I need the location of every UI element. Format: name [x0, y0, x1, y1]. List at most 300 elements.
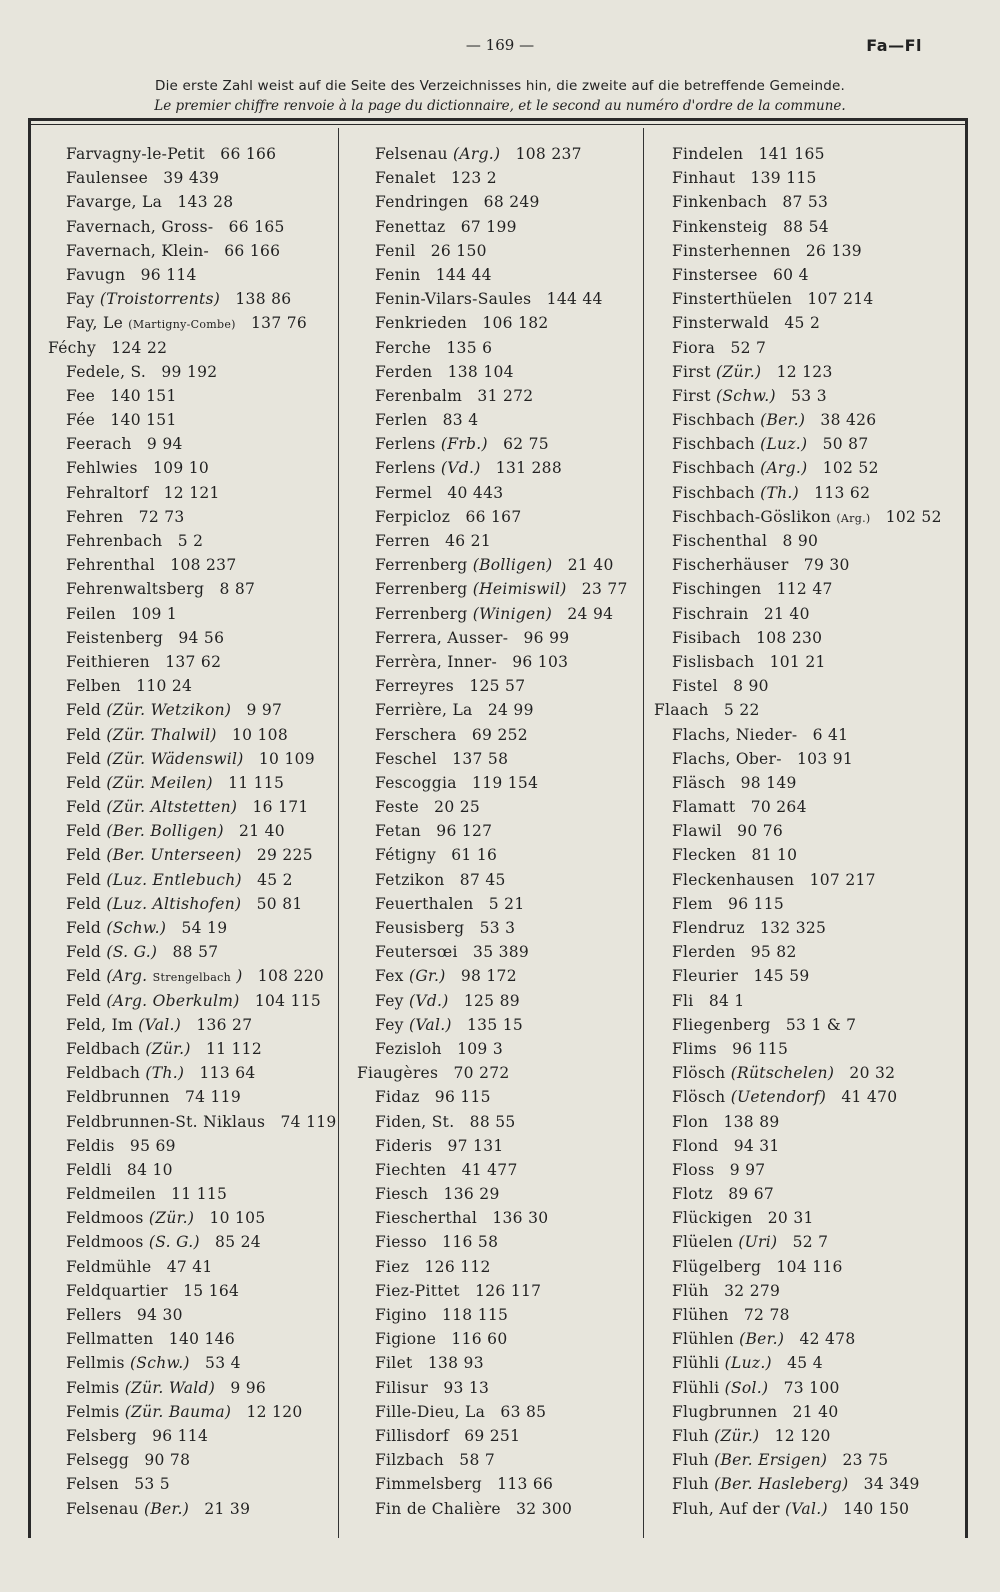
entry-page-number: 34: [863, 1475, 884, 1494]
entry-commune-number: 81: [282, 894, 303, 913]
entry-qualifier: (Ber.): [144, 1499, 190, 1518]
entry-name: Favarge, La: [66, 193, 163, 212]
entry-qualifier: (Ber. Hasleberg): [714, 1475, 849, 1494]
entry-qualifier: (Zür. Wädenswil): [106, 749, 244, 768]
entry-commune-number: 54: [808, 217, 829, 236]
entry-page-number: 119: [472, 773, 503, 792]
entry-commune-number: 24: [171, 677, 193, 696]
entry-page-number: 97: [447, 1136, 468, 1155]
entry-commune-number: 85: [525, 1402, 547, 1421]
index-entry: [357, 989, 657, 1013]
entry-name: Fehrenwaltsberg: [66, 580, 205, 599]
index-entry: [48, 989, 348, 1013]
index-entry: [357, 843, 657, 867]
entry-commune-number: 272: [479, 1064, 510, 1083]
entry-commune-number: 149: [766, 773, 797, 792]
entry-qualifier: (Heimiswil): [472, 580, 567, 599]
entry-name: Fistel: [672, 677, 718, 696]
entry-page-number: 47: [166, 1257, 188, 1276]
entry-name: Fidaz: [375, 1088, 420, 1107]
index-entry: [48, 360, 348, 384]
entry-commune-number: 112: [460, 1257, 491, 1276]
entry-commune-number: 3: [492, 1039, 503, 1058]
entry-commune-number: 22: [739, 701, 760, 720]
entry-page-number: 70: [453, 1064, 474, 1083]
entry-name: Flachs, Nieder-: [672, 725, 798, 744]
index-entry: [48, 553, 348, 577]
entry-page-number: 54: [181, 919, 202, 937]
entry-name: Finstersee: [672, 265, 758, 284]
entry-page-number: 104: [776, 1257, 807, 1276]
entry-page-number: 31: [477, 386, 498, 405]
entry-commune-number: 225: [282, 846, 313, 865]
entry-commune-number: 40: [264, 822, 285, 841]
entry-qualifier: (Zür.): [145, 1039, 191, 1058]
entry-page-number: 90: [144, 1451, 165, 1470]
entry-page-number: 62: [503, 435, 524, 454]
entry-name: Fehraltorf: [66, 483, 149, 502]
index-entry: [654, 239, 954, 263]
entry-commune-number: 69: [155, 1136, 176, 1155]
index-entry: [357, 1134, 657, 1158]
entry-name: Fiden, St.: [375, 1112, 455, 1131]
index-entry: [357, 336, 657, 360]
entry-page-number: 135: [446, 338, 477, 357]
entry-name: Flachs, Ober-: [672, 749, 782, 768]
entry-commune-number: 75: [868, 1451, 889, 1470]
entry-page-number: 94: [136, 1306, 158, 1324]
entry-name: Flühlen: [672, 1330, 734, 1349]
entry-page-number: 102: [885, 507, 917, 526]
entry-name: Flims: [672, 1039, 717, 1058]
entry-commune-number: 47: [812, 580, 833, 599]
entry-page-number: 10: [231, 725, 253, 744]
entry-commune-number: 103: [537, 652, 569, 671]
entry-commune-number: 31: [759, 1136, 780, 1155]
index-entry: [357, 1061, 657, 1085]
entry-page-number: 96: [436, 822, 457, 841]
entry-name: Feld: [66, 943, 102, 962]
entry-page-number: 96: [434, 1088, 456, 1107]
entry-page-number: 20: [767, 1209, 789, 1228]
entry-page-number: 66: [220, 145, 241, 163]
index-entry: [654, 360, 954, 384]
index-entry: [357, 384, 657, 408]
entry-commune-number: 96: [245, 1378, 267, 1397]
entry-commune-number: 151: [146, 386, 177, 405]
entry-name: Floss: [672, 1160, 715, 1179]
index-entry: [48, 892, 348, 916]
entry-page-number: 138: [235, 290, 266, 309]
entry-name: Feuerthalen: [375, 894, 474, 913]
entry-name: Ferrière, La: [375, 701, 473, 720]
index-entry: [654, 1110, 954, 1134]
entry-commune-number: 115: [757, 1039, 789, 1058]
entry-name: Farvagny-le-Petit: [66, 145, 206, 163]
entry-qualifier: (Ber.): [760, 411, 806, 430]
entry-note: Strengelbach: [152, 971, 231, 985]
index-entry: [654, 142, 954, 166]
index-entry: [654, 819, 954, 843]
entry-qualifier: (Val.): [408, 1015, 452, 1034]
entry-commune-number: 52: [921, 507, 942, 526]
entry-commune-number: 4: [798, 265, 809, 284]
entry-qualifier: (Schw.): [129, 1354, 190, 1373]
entry-commune-number: 40: [818, 1402, 839, 1421]
entry-page-number: 12: [246, 1402, 267, 1421]
entry-page-number: 138: [427, 1354, 459, 1373]
entry-commune-number: 115: [290, 991, 322, 1010]
entry-name: Fehren: [66, 507, 124, 526]
entry-name: Feld: [66, 773, 102, 792]
entry-page-number: 136: [196, 1015, 227, 1034]
entry-page-number: 124: [111, 338, 142, 357]
index-entry: [48, 1206, 348, 1230]
index-entry: [48, 723, 348, 747]
entry-commune-number: 288: [531, 459, 563, 478]
entry-page-number: 24: [567, 604, 588, 623]
index-entry: [654, 843, 954, 867]
entry-page-number: 11: [171, 1185, 192, 1204]
entry-page-number: 94: [733, 1136, 755, 1155]
entry-commune-number: 217: [845, 870, 876, 889]
entry-qualifier: (Gr.): [408, 967, 446, 986]
index-entry: [654, 868, 954, 892]
entry-commune-number: 272: [502, 386, 534, 405]
entry-qualifier: (Ber. Bolligen): [106, 822, 224, 841]
entry-name: Figione: [375, 1330, 437, 1349]
entry-page-number: 137: [165, 652, 196, 671]
entry-name: Fétigny: [375, 846, 437, 865]
entry-page-number: 140: [110, 411, 141, 430]
entry-name: Feldbach: [66, 1039, 141, 1058]
index-entry: [48, 1110, 348, 1134]
entry-page-number: 20: [849, 1064, 870, 1083]
entry-page-number: 72: [743, 1306, 765, 1324]
entry-commune-number: 104: [483, 362, 514, 381]
entry-name: Fiechten: [375, 1160, 447, 1179]
entry-name: First: [672, 386, 711, 405]
index-entry: [654, 650, 954, 674]
entry-page-number: 9: [246, 701, 257, 720]
index-entry: [357, 1448, 657, 1472]
entry-page-number: 136: [443, 1185, 475, 1204]
index-entry: [357, 432, 657, 456]
entry-commune-number: 21: [470, 532, 491, 550]
entry-name: Ferrenberg: [375, 604, 468, 623]
entry-name: Fescoggia: [375, 773, 457, 792]
index-entry: [654, 553, 954, 577]
index-entry: [654, 1061, 954, 1085]
entry-name: Fluh: [672, 1475, 709, 1494]
index-entry: [654, 1158, 954, 1182]
entry-commune-number: 87: [234, 580, 256, 599]
entry-page-number: 88: [172, 943, 193, 962]
index-entry: [357, 626, 657, 650]
entry-qualifier: (Uetendorf): [730, 1088, 827, 1107]
entry-name: Favernach, Gross-: [66, 217, 214, 236]
index-entry: [654, 384, 954, 408]
entry-commune-number: 237: [551, 145, 582, 163]
index-entry: [357, 1424, 657, 1448]
index-entry: [357, 553, 657, 577]
entry-commune-number: 2: [193, 532, 204, 550]
entry-page-number: 84: [126, 1160, 148, 1179]
entry-commune-number: 90: [748, 677, 769, 696]
entry-page-number: 11: [228, 773, 249, 792]
entry-name: Ferden: [375, 362, 433, 381]
entry-page-number: 20: [434, 798, 455, 817]
entry-page-number: 109: [457, 1039, 488, 1058]
entry-qualifier: (Arg.: [106, 967, 148, 986]
entry-page-number: 15: [183, 1281, 204, 1300]
entry-name: Fluh, Auf der: [672, 1499, 780, 1518]
entry-page-number: 135: [467, 1015, 498, 1034]
index-entry: [357, 868, 657, 892]
entry-page-number: 63: [500, 1402, 521, 1421]
entry-page-number: 96: [512, 652, 533, 671]
entry-qualifier: (Uri): [738, 1233, 778, 1252]
entry-commune-number: 477: [487, 1160, 518, 1179]
index-entry: [357, 723, 657, 747]
entry-name: Flendruz: [672, 919, 745, 937]
entry-name: Fetzikon: [375, 870, 445, 889]
entry-commune-number: 120: [272, 1402, 303, 1421]
entry-commune-number: 389: [498, 943, 530, 962]
entry-commune-number: 57: [505, 677, 526, 696]
entry-name: Ferpicloz: [375, 507, 451, 526]
entry-qualifier: (Zür.): [148, 1209, 195, 1228]
entry-page-number: 26: [430, 241, 452, 260]
index-entry: [357, 1303, 657, 1327]
index-entry: [48, 1400, 348, 1424]
entry-commune-number: 115: [753, 894, 785, 913]
entry-name: Flon: [672, 1112, 709, 1131]
entry-commune-number: 41: [828, 725, 849, 744]
entry-commune-number: 112: [231, 1039, 262, 1058]
entry-name: Flühli: [672, 1354, 720, 1373]
entry-name: Fischerhäuser: [672, 556, 789, 575]
entry-name: Fiez: [375, 1257, 410, 1276]
entry-name: Fiez-Pittet: [375, 1281, 460, 1300]
entry-qualifier: (Luz.): [724, 1354, 772, 1373]
index-entry: [357, 1279, 657, 1303]
entry-commune-number: 4: [230, 1354, 241, 1373]
entry-qualifier: (Zür. Altstetten): [106, 798, 238, 817]
entry-name: Feldquartier: [66, 1281, 168, 1300]
index-entry: [357, 698, 657, 722]
index-entry: [357, 239, 657, 263]
entry-commune-number: 82: [776, 943, 797, 962]
entry-name: Fischbach: [672, 411, 755, 430]
index-entry: [48, 650, 348, 674]
entry-page-number: 35: [473, 943, 494, 962]
entry-page-number: 21: [763, 604, 785, 623]
entry-name: Fischbach: [672, 435, 755, 454]
entry-name: Fellers: [66, 1306, 122, 1324]
entry-qualifier: (S. G.): [106, 943, 158, 962]
index-entry: [654, 1013, 954, 1037]
entry-name: Fermel: [375, 483, 433, 502]
index-entry: [654, 408, 954, 432]
entry-qualifier: (Vd.): [408, 991, 449, 1010]
entry-page-number: 113: [814, 483, 845, 502]
entry-commune-number: 120: [800, 1426, 831, 1445]
index-entry: [357, 795, 657, 819]
index-entry: [654, 674, 954, 698]
entry-commune-number: 264: [776, 798, 807, 817]
entry-qualifier: (Arg. Oberkulm): [106, 991, 240, 1010]
entry-qualifier: (Vd.): [440, 459, 481, 478]
entry-qualifier: (Luz.): [760, 435, 808, 454]
entry-name: Finkenbach: [672, 193, 768, 212]
index-entry: [48, 311, 348, 335]
entry-commune-number: 251: [489, 1426, 521, 1445]
entry-page-number: 101: [769, 652, 801, 671]
index-entry: [654, 964, 954, 988]
entry-commune-number: 62: [849, 483, 871, 502]
index-entry: [48, 529, 348, 553]
entry-page-number: 99: [161, 362, 182, 381]
entry-page-number: 23: [581, 580, 603, 599]
entry-name: Felsberg: [66, 1426, 137, 1445]
entry-qualifier: (Zür. Meilen): [106, 773, 213, 792]
entry-name: Ferrèra, Inner-: [375, 652, 497, 671]
entry-commune-number: 30: [829, 556, 850, 575]
index-entry: [357, 1497, 657, 1521]
index-entry: [654, 215, 954, 239]
index-column-2: [357, 142, 657, 1521]
index-entry: [654, 698, 954, 722]
index-entry: [654, 602, 954, 626]
entry-page-number: 23: [842, 1451, 863, 1470]
index-entry: [48, 1085, 348, 1109]
index-entry: [357, 1206, 657, 1230]
entry-commune-number: 230: [791, 628, 823, 647]
entry-page-number: 41: [841, 1088, 862, 1107]
index-entry: [48, 190, 348, 214]
entry-name: Ferrenberg: [375, 556, 468, 575]
index-entry: [654, 1230, 954, 1254]
entry-page-number: 90: [737, 822, 758, 841]
entry-commune-number: 166: [245, 145, 277, 163]
entry-commune-number: 2: [809, 314, 821, 333]
index-entry: [357, 577, 657, 601]
entry-name: Fiaugères: [357, 1064, 439, 1083]
index-entry: [654, 1279, 954, 1303]
entry-commune-number: 62: [200, 652, 222, 671]
entry-page-number: 21: [239, 822, 260, 841]
entry-name: Ferrera, Ausser-: [375, 628, 509, 647]
entry-page-number: 50: [822, 435, 843, 454]
entry-page-number: 42: [799, 1330, 820, 1349]
index-entry: [48, 1303, 348, 1327]
entry-commune-number: 237: [206, 556, 237, 575]
entry-commune-number: 2: [486, 169, 497, 188]
entry-commune-number: 52: [858, 459, 879, 478]
entry-page-number: 29: [256, 846, 278, 865]
entry-page-number: 53: [479, 919, 500, 937]
entry-name: Flotz: [672, 1185, 713, 1204]
index-entry: [48, 698, 348, 722]
entry-page-number: 39: [163, 169, 184, 188]
entry-name: Fendringen: [375, 193, 469, 212]
entry-name: Flawil: [672, 822, 722, 841]
entry-note: (Martigny-Combe): [128, 318, 236, 332]
entry-name: Fleckenhausen: [672, 870, 795, 889]
entry-qualifier: (Th.): [145, 1064, 185, 1083]
entry-name: Fillisdorf: [375, 1426, 449, 1445]
index-entry: [48, 1424, 348, 1448]
entry-page-number: 140: [110, 386, 141, 405]
entry-page-number: 126: [475, 1281, 506, 1300]
entry-name: Flösch: [672, 1088, 726, 1107]
index-entry: [48, 1327, 348, 1351]
entry-commune-number: 44: [582, 290, 603, 309]
entry-page-number: 109: [131, 604, 162, 623]
entry-commune-number: 67: [753, 1185, 775, 1204]
index-entry: [48, 1472, 348, 1496]
entry-page-number: 116: [451, 1330, 482, 1349]
entry-name: Ferren: [375, 532, 430, 550]
entry-page-number: 88: [469, 1112, 490, 1131]
entry-page-number: 8: [219, 580, 230, 599]
entry-commune-number: 30: [162, 1306, 183, 1324]
entry-page-number: 67: [460, 217, 482, 236]
entry-page-number: 140: [843, 1499, 874, 1518]
index-entry: [48, 626, 348, 650]
entry-name: Feldmoos: [66, 1233, 144, 1252]
entry-name: Feerach: [66, 435, 132, 454]
entry-commune-number: 119: [210, 1088, 241, 1107]
entry-commune-number: 115: [253, 773, 285, 792]
index-entry: [48, 1013, 348, 1037]
index-entry: [654, 1037, 954, 1061]
index-entry: [654, 795, 954, 819]
entry-page-number: 131: [495, 459, 527, 478]
entry-page-number: 53: [785, 1015, 807, 1034]
entry-commune-number: 30: [528, 1209, 549, 1228]
index-entry: [357, 360, 657, 384]
entry-page-number: 61: [451, 846, 472, 865]
entry-commune-number: 325: [795, 919, 827, 937]
index-entry: [357, 1255, 657, 1279]
index-entry: [48, 1448, 348, 1472]
entry-page-number: 93: [443, 1378, 464, 1397]
index-entry: [654, 456, 954, 480]
entry-page-number: 6: [812, 725, 823, 744]
explanation-german: Die erste Zahl weist auf die Seite des Verzeichnisses hin, die zweite auf die betreffende Gemeinde.: [154, 78, 845, 94]
entry-commune-number: 116: [812, 1257, 843, 1276]
entry-page-number: 94: [178, 628, 199, 647]
entry-qualifier: (Winigen): [472, 604, 553, 623]
entry-commune-number: 44: [471, 265, 492, 284]
index-entry: [357, 964, 657, 988]
entry-name: Finsterhennen: [672, 241, 791, 260]
index-entry: [48, 1376, 348, 1400]
index-entry: [357, 1158, 657, 1182]
entry-page-number: 5: [723, 701, 735, 720]
entry-page-number: 96: [728, 894, 749, 913]
entry-commune-number: 75: [528, 435, 549, 454]
entry-commune-number: 87: [848, 435, 869, 454]
entry-name: Fisibach: [672, 628, 741, 647]
index-entry: [357, 1110, 657, 1134]
entry-name: Fetan: [375, 822, 422, 841]
entry-commune-number: 94: [592, 604, 614, 623]
entry-commune-number: 7: [756, 338, 767, 357]
index-entry: [48, 432, 348, 456]
